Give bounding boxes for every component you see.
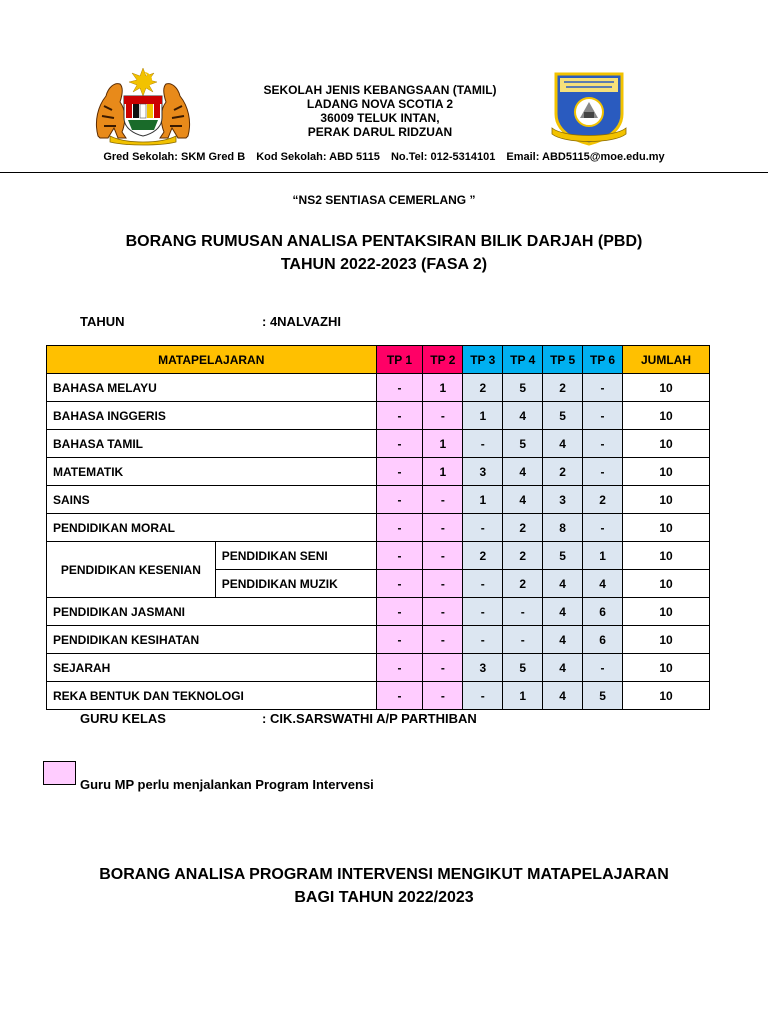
tp5-cell: 4 (543, 654, 583, 682)
school-crest-logo (550, 68, 628, 146)
tp4-cell: 2 (503, 514, 543, 542)
table-row (47, 514, 710, 542)
school-header (230, 83, 530, 139)
table-row (47, 430, 710, 458)
total-cell: 10 (623, 626, 710, 654)
table-header-row (47, 346, 710, 374)
intervention-title-line-2: BAGI TAHUN 2022/2023 (294, 889, 474, 906)
tp4-cell: 2 (503, 542, 543, 570)
total-cell: 10 (623, 486, 710, 514)
tp6-cell: - (583, 458, 623, 486)
tp4-cell: 4 (503, 402, 543, 430)
table-row (47, 458, 710, 486)
tp5-cell: 4 (543, 626, 583, 654)
school-code: Kod Sekolah: ABD 5115 (256, 151, 380, 163)
legend-swatch (43, 761, 76, 785)
total-cell: 10 (623, 458, 710, 486)
tp3-cell: 3 (463, 458, 503, 486)
table-row (47, 598, 710, 626)
tp1-cell: - (376, 402, 423, 430)
tp3-cell: - (463, 626, 503, 654)
header-total: JUMLAH (623, 346, 710, 374)
tp5-cell: 2 (543, 374, 583, 402)
tp1-cell: - (376, 682, 423, 710)
tp3-cell: - (463, 514, 503, 542)
subject-cell: PENDIDIKAN JASMANI (47, 598, 377, 626)
tp6-cell: - (583, 374, 623, 402)
tp2-cell: - (423, 402, 463, 430)
subject-cell: SEJARAH (47, 654, 377, 682)
pbd-summary-table (46, 345, 710, 710)
school-info-line (0, 151, 768, 163)
tp2-cell: 1 (423, 374, 463, 402)
header-tp3: TP 3 (463, 346, 503, 374)
tp5-cell: 4 (543, 570, 583, 598)
tp4-cell: 2 (503, 570, 543, 598)
tp3-cell: 2 (463, 542, 503, 570)
table-row (47, 654, 710, 682)
tp1-cell: - (376, 486, 423, 514)
subject-group-cell: PENDIDIKAN KESENIAN (47, 542, 216, 598)
tp5-cell: 4 (543, 682, 583, 710)
tp1-cell: - (376, 570, 423, 598)
school-name: SEKOLAH JENIS KEBANGSAAN (TAMIL) (263, 83, 497, 97)
tp2-cell: 1 (423, 458, 463, 486)
header-tp5: TP 5 (543, 346, 583, 374)
tp3-cell: 3 (463, 654, 503, 682)
tp4-cell: 4 (503, 486, 543, 514)
tp4-cell: 4 (503, 458, 543, 486)
tp6-cell: 6 (583, 598, 623, 626)
table-row (47, 626, 710, 654)
teacher-label: GURU KELAS (80, 711, 166, 726)
tp2-cell: - (423, 682, 463, 710)
school-email: Email: ABD5115@moe.edu.my (506, 151, 665, 163)
tp5-cell: 3 (543, 486, 583, 514)
tp6-cell: - (583, 430, 623, 458)
tp2-cell: - (423, 570, 463, 598)
school-grade: Gred Sekolah: SKM Gred B (103, 151, 246, 163)
table-row (47, 542, 710, 570)
subject-cell: PENDIDIKAN MUZIK (215, 570, 376, 598)
form-title-line-2: TAHUN 2022-2023 (FASA 2) (280, 256, 488, 273)
tp2-cell: - (423, 598, 463, 626)
intervention-title-line-1: BORANG ANALISA PROGRAM INTERVENSI MENGIKUT MATAPELAJARAN (99, 866, 669, 883)
total-cell: 10 (623, 542, 710, 570)
year-value: : 4NALVAZHI (262, 314, 341, 329)
tp2-cell: - (423, 654, 463, 682)
tp2-cell: - (423, 542, 463, 570)
header-tp6: TP 6 (583, 346, 623, 374)
total-cell: 10 (623, 430, 710, 458)
table-row (47, 682, 710, 710)
tp1-cell: - (376, 430, 423, 458)
tp3-cell: - (463, 570, 503, 598)
tp4-cell: - (503, 626, 543, 654)
tp5-cell: 5 (543, 542, 583, 570)
tp4-cell: 5 (503, 430, 543, 458)
tp3-cell: - (463, 682, 503, 710)
tp4-cell: 5 (503, 374, 543, 402)
tp5-cell: 4 (543, 430, 583, 458)
tp1-cell: - (376, 654, 423, 682)
total-cell: 10 (623, 402, 710, 430)
tp5-cell: 4 (543, 598, 583, 626)
tp5-cell: 2 (543, 458, 583, 486)
tp4-cell: - (503, 598, 543, 626)
form-title-line-1: BORANG RUMUSAN ANALISA PENTAKSIRAN BILIK DARJAH (PBD) (125, 233, 643, 250)
total-cell: 10 (623, 514, 710, 542)
total-cell: 10 (623, 654, 710, 682)
subject-cell: PENDIDIKAN KESIHATAN (47, 626, 377, 654)
tp1-cell: - (376, 626, 423, 654)
teacher-name: : CIK.SARSWATHI A/P PARTHIBAN (262, 711, 477, 726)
year-label: TAHUN (80, 314, 125, 329)
subject-cell: PENDIDIKAN SENI (215, 542, 376, 570)
tp1-cell: - (376, 374, 423, 402)
tp2-cell: - (423, 626, 463, 654)
form-title (0, 230, 768, 276)
subject-cell: BAHASA INGGERIS (47, 402, 377, 430)
address-line-1: LADANG NOVA SCOTIA 2 (306, 97, 454, 111)
tp3-cell: 2 (463, 374, 503, 402)
tp1-cell: - (376, 598, 423, 626)
tp3-cell: 1 (463, 486, 503, 514)
tp6-cell: - (583, 402, 623, 430)
tp3-cell: 1 (463, 402, 503, 430)
header-tp1: TP 1 (376, 346, 423, 374)
address-line-3: PERAK DARUL RIDZUAN (307, 125, 453, 139)
address-line-2: 36009 TELUK INTAN, (320, 111, 440, 125)
tp6-cell: 2 (583, 486, 623, 514)
header-divider (0, 172, 768, 173)
tp1-cell: - (376, 458, 423, 486)
header-tp4: TP 4 (503, 346, 543, 374)
malaysia-coat-of-arms-logo (92, 66, 194, 146)
subject-cell: BAHASA TAMIL (47, 430, 377, 458)
tp6-cell: - (583, 654, 623, 682)
tp6-cell: 5 (583, 682, 623, 710)
tp4-cell: 1 (503, 682, 543, 710)
tp3-cell: - (463, 430, 503, 458)
total-cell: 10 (623, 374, 710, 402)
total-cell: 10 (623, 682, 710, 710)
subject-cell: PENDIDIKAN MORAL (47, 514, 377, 542)
total-cell: 10 (623, 598, 710, 626)
table-row (47, 374, 710, 402)
header-subject: MATAPELAJARAN (47, 346, 377, 374)
tp6-cell: 6 (583, 626, 623, 654)
tp5-cell: 5 (543, 402, 583, 430)
school-motto: “NS2 SENTIASA CEMERLANG ” (292, 193, 476, 207)
subject-cell: MATEMATIK (47, 458, 377, 486)
total-cell: 10 (623, 570, 710, 598)
table-row (47, 402, 710, 430)
tp2-cell: - (423, 486, 463, 514)
subject-cell: BAHASA MELAYU (47, 374, 377, 402)
tp2-cell: 1 (423, 430, 463, 458)
tp6-cell: 1 (583, 542, 623, 570)
table-row (47, 486, 710, 514)
tp1-cell: - (376, 514, 423, 542)
intervention-title (0, 863, 768, 909)
tp1-cell: - (376, 542, 423, 570)
school-phone: No.Tel: 012-5314101 (390, 151, 496, 163)
tp5-cell: 8 (543, 514, 583, 542)
tp6-cell: - (583, 514, 623, 542)
tp6-cell: 4 (583, 570, 623, 598)
tp3-cell: - (463, 598, 503, 626)
subject-cell: REKA BENTUK DAN TEKNOLOGI (47, 682, 377, 710)
subject-cell: SAINS (47, 486, 377, 514)
legend-text: Guru MP perlu menjalankan Program Intervensi (80, 777, 374, 792)
tp4-cell: 5 (503, 654, 543, 682)
tp2-cell: - (423, 514, 463, 542)
header-tp2: TP 2 (423, 346, 463, 374)
